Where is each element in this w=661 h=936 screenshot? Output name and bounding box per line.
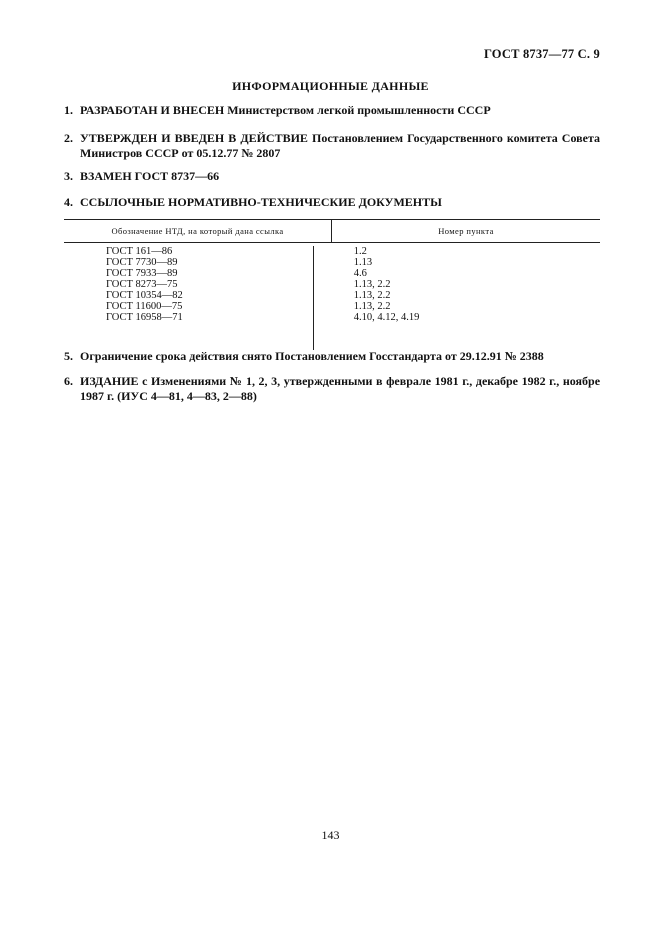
item-number: 4.	[64, 195, 73, 209]
table-cell-clause: 1.13	[353, 257, 373, 268]
table-cell-clause: 1.2	[353, 246, 367, 257]
item-text: Министерством легкой промышленности СССР	[227, 103, 491, 117]
item-lead: ССЫЛОЧНЫЕ НОРМАТИВНО-ТЕХНИЧЕСКИЕ ДОКУМЕНТЫ	[80, 195, 442, 209]
item-number: 1.	[64, 103, 73, 117]
info-item-5	[64, 349, 600, 364]
section-title: ИНФОРМАЦИОННЫЕ ДАННЫЕ	[232, 79, 429, 93]
standard-reference-header: ГОСТ 8737—77 С. 9	[483, 47, 600, 61]
table-cell-document: ГОСТ 11600—75	[106, 301, 183, 312]
column-header-document: Обозначение НТД, на который дана ссылка	[64, 220, 332, 242]
table-cell-document: ГОСТ 10354—82	[106, 290, 183, 301]
item-number: 2.	[64, 131, 73, 145]
table-cell-document: ГОСТ 7933—89	[106, 268, 178, 279]
table-cell-document: ГОСТ 16958—71	[106, 312, 183, 323]
item-lead: РАЗРАБОТАН И ВНЕСЕН	[80, 103, 225, 117]
item-number: 3.	[64, 169, 73, 183]
table-cell-document: ГОСТ 7730—89	[106, 257, 178, 268]
table-cell-clause: 1.13, 2.2	[353, 290, 391, 301]
item-text: Постановлением Государственного комитета Совета Министров СССР от 05.12.77 № 2807	[80, 131, 601, 160]
reference-documents-table	[64, 219, 600, 350]
item-text: Ограничение срока действия снято Постановлением Госстандарта от 29.12.91 № 2388	[80, 349, 544, 363]
clause-column	[314, 246, 600, 350]
column-header-clause: Номер пункта	[438, 226, 494, 236]
info-item-3	[64, 169, 600, 184]
info-item-4	[64, 195, 600, 210]
table-cell-document: ГОСТ 161—86	[106, 246, 173, 257]
info-item-2	[64, 131, 600, 161]
page-number: 143	[321, 828, 340, 842]
item-lead: ИЗДАНИЕ	[80, 374, 139, 388]
table-cell-clause: 4.10, 4.12, 4.19	[353, 312, 420, 323]
document-column	[64, 246, 314, 350]
table-cell-document: ГОСТ 8273—75	[106, 279, 178, 290]
table-cell-clause: 1.13, 2.2	[353, 301, 391, 312]
table-body	[64, 243, 600, 350]
info-item-6	[64, 374, 600, 404]
table-header	[64, 219, 600, 243]
item-lead: УТВЕРЖДЕН И ВВЕДЕН В ДЕЙСТВИЕ	[80, 131, 308, 145]
item-lead: ВЗАМЕН ГОСТ 8737—66	[80, 169, 220, 183]
table-cell-clause: 4.6	[353, 268, 367, 279]
item-number: 6.	[64, 374, 73, 388]
table-cell-clause: 1.13, 2.2	[353, 279, 391, 290]
info-item-1	[64, 103, 600, 118]
item-text: с Изменениями № 1, 2, 3, утвержденными в феврале 1981 г., декабре 1982 г., ноябре 1987 г. (ИУС 4—81, 4—83, 2—88)	[80, 374, 601, 403]
item-number: 5.	[64, 349, 73, 363]
